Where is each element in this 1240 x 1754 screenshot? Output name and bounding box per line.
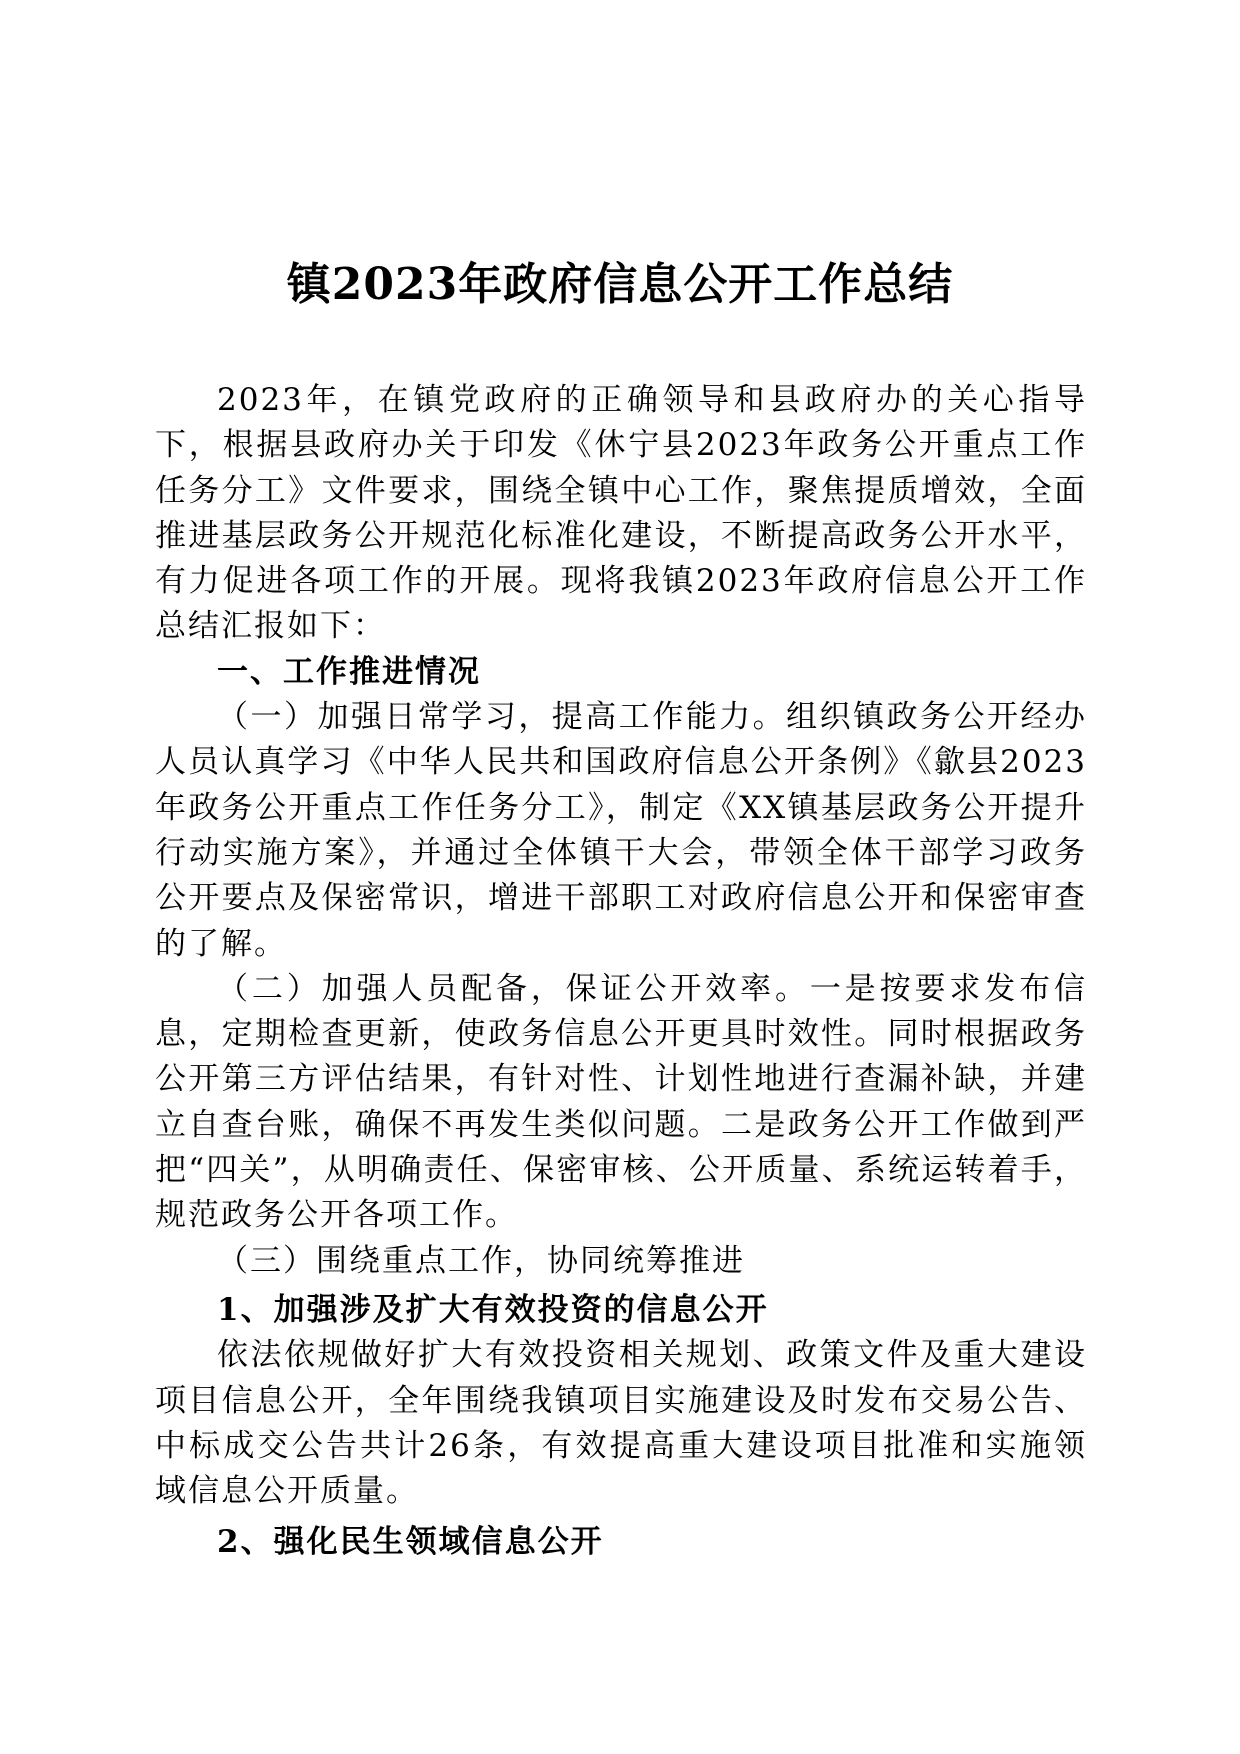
- item-1-paragraph: 依法依规做好扩大有效投资相关规划、政策文件及重大建设项目信息公开，全年围绕我镇项目实施建设及时发布交易公告、中标成交公告共计26条，有效提高重大建设项目批准和实施领域信息公开质量。: [155, 1337, 1087, 1510]
- item-2-heading: 2、强化民生领域信息公开: [217, 1524, 604, 1561]
- section-heading: 一、工作推进情况: [217, 653, 481, 690]
- subsection-3-heading: （三）围绕重点工作，协同统筹推进: [217, 1242, 745, 1279]
- subsection-1-paragraph: （一）加强日常学习，提高工作能力。组织镇政务公开经办人员认真学习《中华人民共和国政府信息公开条例》《歙县2023年政务公开重点工作任务分工》，制定《XX镇基层政务公开提升行动实施方案》，并通过全体镇干大会，带领全体干部学习政务公开要点及保密常识，增进干部职工对政府信息公开和保密审查的了解。: [155, 699, 1087, 962]
- intro-paragraph: 2023年，在镇党政府的正确领导和县政府办的关心指导下，根据县政府办关于印发《休宁县2023年政务公开重点工作任务分工》文件要求，围绕全镇中心工作，聚焦提质增效，全面推进基层政务公开规范化标准化建设，不断提高政务公开水平，有力促进各项工作的开展。现将我镇2023年政府信息公开工作总结汇报如下：: [155, 382, 1087, 645]
- document-title: 镇2023年政府信息公开工作总结: [286, 259, 954, 310]
- document-body: [155, 378, 1087, 1566]
- subsection-2-paragraph: （二）加强人员配备，保证公开效率。一是按要求发布信息，定期检查更新，使政务信息公开更具时效性。同时根据政务公开第三方评估结果，有针对性、计划性地进行查漏补缺，并建立自查台账，确保不再发生类似问题。二是政务公开工作做到严把“四关”，从明确责任、保密审核、公开质量、系统运转着手，规范政务公开各项工作。: [155, 970, 1087, 1234]
- item-1-heading: 1、加强涉及扩大有效投资的信息公开: [217, 1291, 769, 1328]
